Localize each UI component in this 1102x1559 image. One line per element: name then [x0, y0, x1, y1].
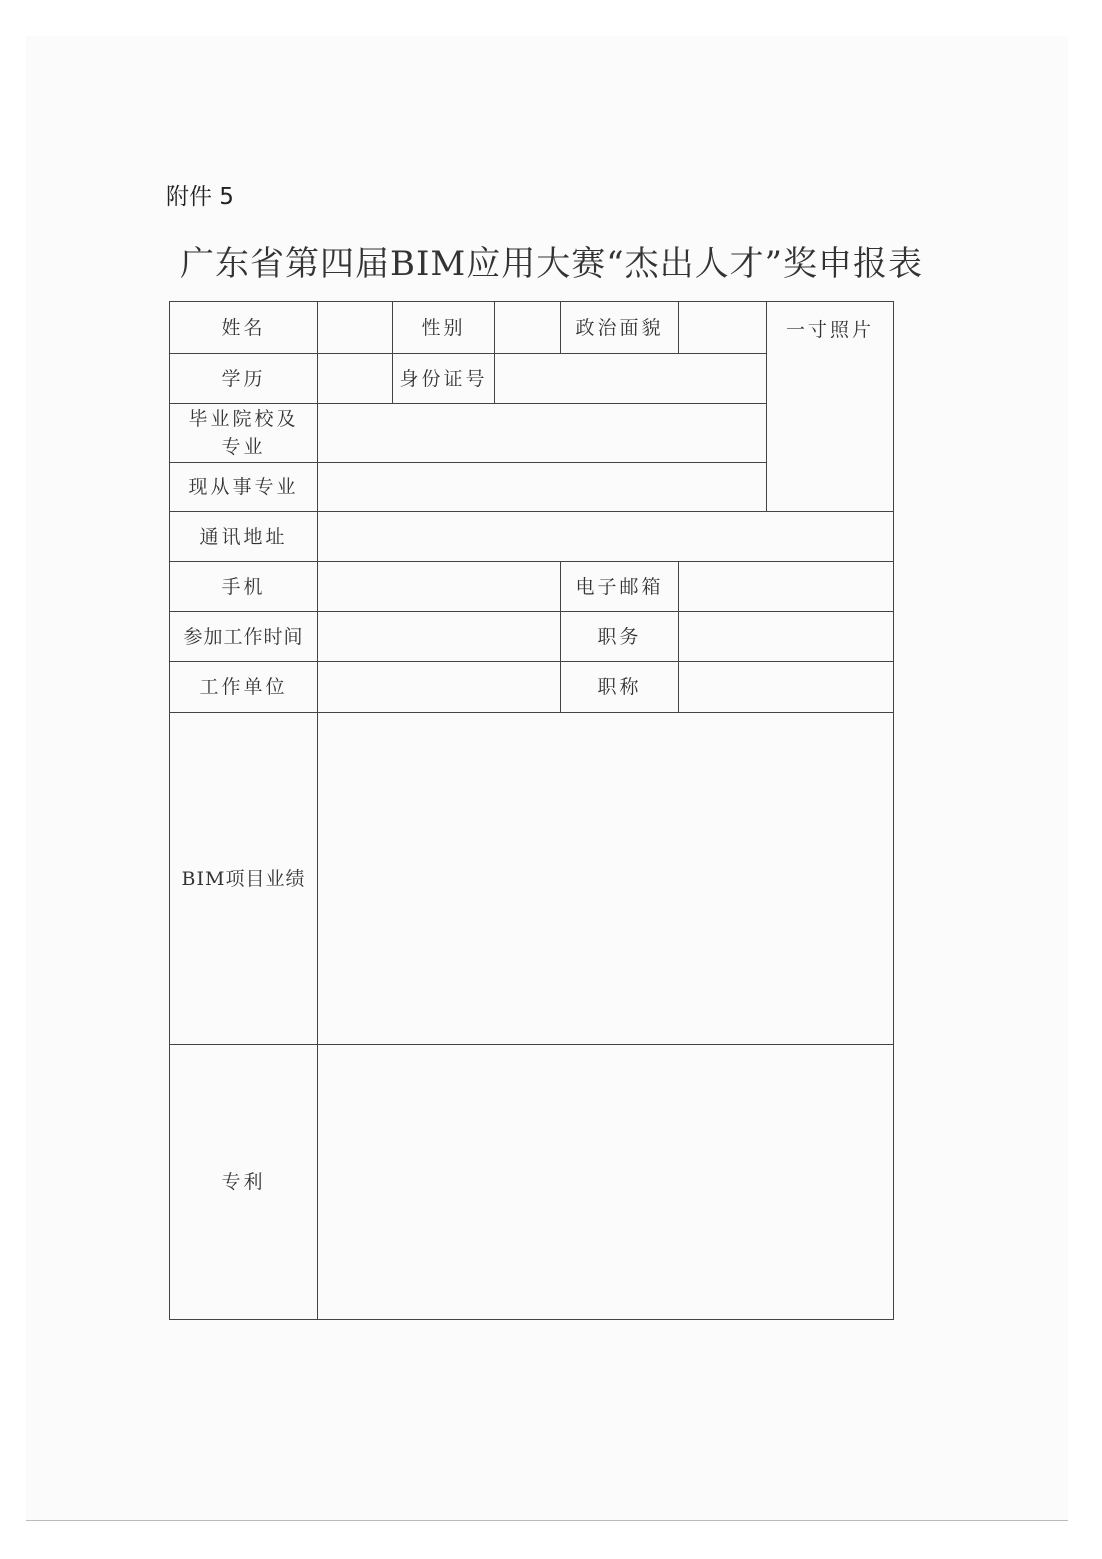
label-political-status: 政治面貌: [560, 301, 679, 354]
label-position: 职务: [560, 611, 679, 662]
label-employer: 工作单位: [169, 661, 318, 713]
label-email: 电子邮箱: [560, 561, 679, 612]
id-number-field[interactable]: [494, 353, 767, 404]
label-bim-achievements: BIM项目业绩: [169, 712, 318, 1045]
label-mobile: 手机: [169, 561, 318, 612]
label-gender: 性别: [392, 301, 495, 354]
label-id-number: 身份证号: [392, 353, 495, 404]
label-title-rank: 职称: [560, 661, 679, 713]
current-major-field[interactable]: [317, 462, 767, 512]
bim-achievements-field[interactable]: [317, 712, 894, 1045]
label-current-major: 现从事专业: [169, 462, 318, 512]
political-status-field[interactable]: [678, 301, 767, 354]
address-field[interactable]: [317, 511, 894, 562]
mobile-field[interactable]: [317, 561, 561, 612]
gender-field[interactable]: [494, 301, 561, 354]
position-field[interactable]: [678, 611, 894, 662]
photo-box[interactable]: 一寸照片: [766, 301, 894, 512]
form-title: 广东省第四届BIM应用大赛“杰出人才”奖申报表: [180, 244, 923, 284]
attachment-label: 附件 5: [166, 184, 234, 210]
label-name: 姓名: [169, 301, 318, 354]
label-address: 通讯地址: [169, 511, 318, 562]
label-work-start: 参加工作时间: [169, 611, 318, 662]
label-education: 学历: [169, 353, 318, 404]
label-patents: 专利: [169, 1044, 318, 1320]
education-field[interactable]: [317, 353, 393, 404]
email-field[interactable]: [678, 561, 894, 612]
school-major-field[interactable]: [317, 403, 767, 463]
work-start-field[interactable]: [317, 611, 561, 662]
label-school-major: 毕业院校及专业: [169, 403, 318, 463]
name-field[interactable]: [317, 301, 393, 354]
patents-field[interactable]: [317, 1044, 894, 1320]
employer-field[interactable]: [317, 661, 561, 713]
title-rank-field[interactable]: [678, 661, 894, 713]
